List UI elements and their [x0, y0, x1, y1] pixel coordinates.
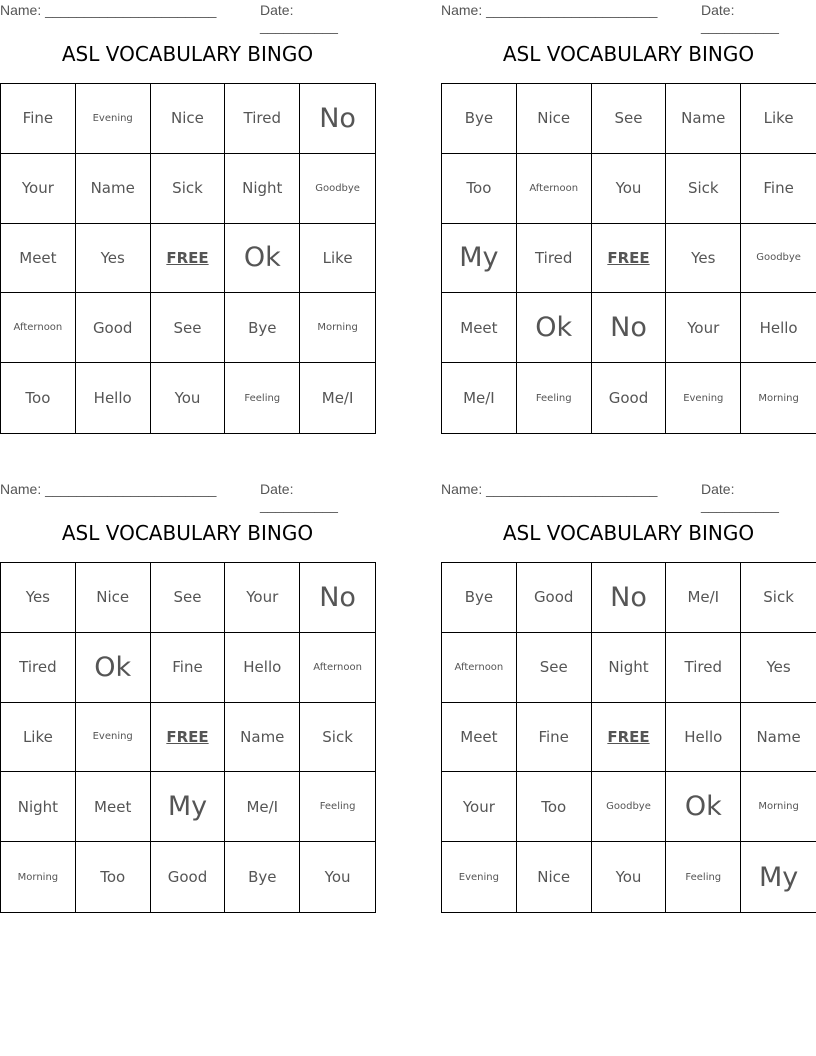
bingo-cell: Good — [592, 363, 667, 433]
bingo-cell: Bye — [225, 842, 300, 912]
bingo-cell: See — [151, 563, 226, 633]
bingo-cell: Goodbye — [592, 772, 667, 842]
bingo-cell: Name — [666, 84, 741, 154]
bingo-cell: Meet — [76, 772, 151, 842]
bingo-cell: Tired — [517, 224, 592, 294]
date-field[interactable]: Date: __________ — [701, 481, 779, 513]
bingo-cell: Me/I — [321, 389, 354, 408]
bingo-cell: Goodbye — [300, 154, 375, 224]
card-header — [0, 479, 375, 513]
bingo-cell: Tired — [1, 633, 76, 703]
bingo-cell: Sick — [666, 154, 741, 224]
bingo-cell: Bye — [442, 563, 517, 633]
name-field[interactable]: Name: ______________________ — [441, 481, 658, 497]
bingo-cell: Nice — [76, 563, 151, 633]
bingo-cell: Too — [1, 363, 76, 433]
bingo-cell: Name — [741, 703, 816, 773]
bingo-cell: See — [592, 84, 667, 154]
bingo-cell: Night — [225, 154, 300, 224]
bingo-cell: Your — [666, 293, 741, 363]
bingo-cell: Good — [517, 563, 592, 633]
bingo-cell: Hello — [225, 633, 300, 703]
bingo-cell: Fine — [517, 703, 592, 773]
bingo-cell: Feeling — [517, 363, 592, 433]
bingo-cell: Ok — [517, 293, 592, 363]
bingo-grid — [0, 562, 376, 913]
bingo-cell: No — [300, 563, 375, 633]
bingo-cell: Sick — [741, 563, 816, 633]
bingo-cell: Morning — [758, 392, 799, 404]
bingo-cell: Feeling — [300, 772, 375, 842]
bingo-cell: Fine — [151, 633, 226, 703]
bingo-cell: You — [592, 842, 667, 912]
bingo-cell: Nice — [517, 84, 592, 154]
bingo-cell: Feeling — [225, 363, 300, 433]
date-field[interactable]: Date: __________ — [260, 481, 338, 513]
bingo-cell: Too — [76, 842, 151, 912]
bingo-cell: You — [592, 154, 667, 224]
bingo-cell: Your — [225, 563, 300, 633]
card-title: ASL VOCABULARY BINGO — [502, 521, 755, 545]
bingo-cell: No — [592, 563, 667, 633]
card-title: ASL VOCABULARY BINGO — [61, 42, 314, 66]
bingo-cell: Fine — [741, 154, 816, 224]
bingo-cell: No — [592, 293, 667, 363]
bingo-cell: Yes — [666, 224, 741, 294]
bingo-cell: Me/I — [225, 772, 300, 842]
bingo-cell: Evening — [666, 363, 741, 433]
bingo-cell: Good — [76, 293, 151, 363]
bingo-cell: Your — [1, 154, 76, 224]
card-header — [441, 479, 816, 513]
bingo-cell: Meet — [1, 224, 76, 294]
bingo-cell: My — [758, 861, 799, 893]
bingo-cell: Morning — [300, 293, 375, 363]
bingo-cell: Morning — [741, 772, 816, 842]
bingo-cell: Meet — [442, 293, 517, 363]
bingo-cell: Sick — [151, 154, 226, 224]
bingo-cell: Ok — [225, 224, 300, 294]
free-space: FREE — [151, 224, 226, 294]
bingo-cell: Hello — [666, 703, 741, 773]
bingo-cell: Evening — [442, 842, 517, 912]
bingo-cell: You — [324, 868, 351, 887]
free-space: FREE — [592, 224, 667, 294]
card-title: ASL VOCABULARY BINGO — [61, 521, 314, 545]
bingo-cell: Name — [76, 154, 151, 224]
bingo-cell: Name — [225, 703, 300, 773]
bingo-cell: See — [517, 633, 592, 703]
bingo-cell: Me/I — [666, 563, 741, 633]
bingo-cell: Night — [592, 633, 667, 703]
bingo-cell: See — [151, 293, 226, 363]
bingo-cell: Me/I — [442, 363, 517, 433]
bingo-cell: Afternoon — [300, 633, 375, 703]
name-field[interactable]: Name: ______________________ — [0, 481, 217, 497]
bingo-cell: Morning — [1, 842, 76, 912]
bingo-cell: Afternoon — [1, 293, 76, 363]
bingo-cell: You — [151, 363, 226, 433]
bingo-cell: Yes — [741, 633, 816, 703]
bingo-cell: Nice — [151, 84, 226, 154]
bingo-cell: Fine — [1, 84, 76, 154]
bingo-cell: My — [151, 772, 226, 842]
bingo-grid — [0, 83, 376, 434]
bingo-cell: Tired — [225, 84, 300, 154]
bingo-cell: Evening — [76, 84, 151, 154]
bingo-cell: Hello — [741, 293, 816, 363]
bingo-cell: Tired — [666, 633, 741, 703]
date-field[interactable]: Date: __________ — [701, 2, 779, 34]
bingo-cell: Hello — [76, 363, 151, 433]
card-header — [0, 0, 375, 34]
bingo-grid — [441, 83, 816, 434]
bingo-cell: Bye — [225, 293, 300, 363]
bingo-grid — [441, 562, 816, 913]
bingo-cell: Like — [1, 703, 76, 773]
bingo-cell: Like — [300, 224, 375, 294]
card-title: ASL VOCABULARY BINGO — [502, 42, 755, 66]
bingo-cell: Too — [442, 154, 517, 224]
bingo-cell: Goodbye — [741, 224, 816, 294]
bingo-cell: Too — [517, 772, 592, 842]
bingo-cell: Yes — [1, 563, 76, 633]
bingo-cell: Nice — [517, 842, 592, 912]
bingo-cell: My — [442, 224, 517, 294]
bingo-cell: Afternoon — [517, 154, 592, 224]
free-space: FREE — [151, 703, 226, 773]
bingo-cell: Sick — [300, 703, 375, 773]
name-field[interactable]: Name: ______________________ — [441, 2, 658, 18]
bingo-cell: Feeling — [666, 842, 741, 912]
name-field[interactable]: Name: ______________________ — [0, 2, 217, 18]
bingo-cell: Evening — [76, 703, 151, 773]
free-space: FREE — [592, 703, 667, 773]
bingo-cell: No — [300, 84, 375, 154]
bingo-cell: Afternoon — [442, 633, 517, 703]
bingo-cell: Meet — [442, 703, 517, 773]
bingo-cell: Yes — [76, 224, 151, 294]
bingo-cell: Bye — [442, 84, 517, 154]
bingo-cell: Your — [442, 772, 517, 842]
bingo-cell: Good — [151, 842, 226, 912]
bingo-cell: Like — [741, 84, 816, 154]
bingo-cell: Ok — [666, 772, 741, 842]
date-field[interactable]: Date: __________ — [260, 2, 338, 34]
card-header — [441, 0, 816, 34]
bingo-cell: Ok — [76, 633, 151, 703]
bingo-cell: Night — [1, 772, 76, 842]
